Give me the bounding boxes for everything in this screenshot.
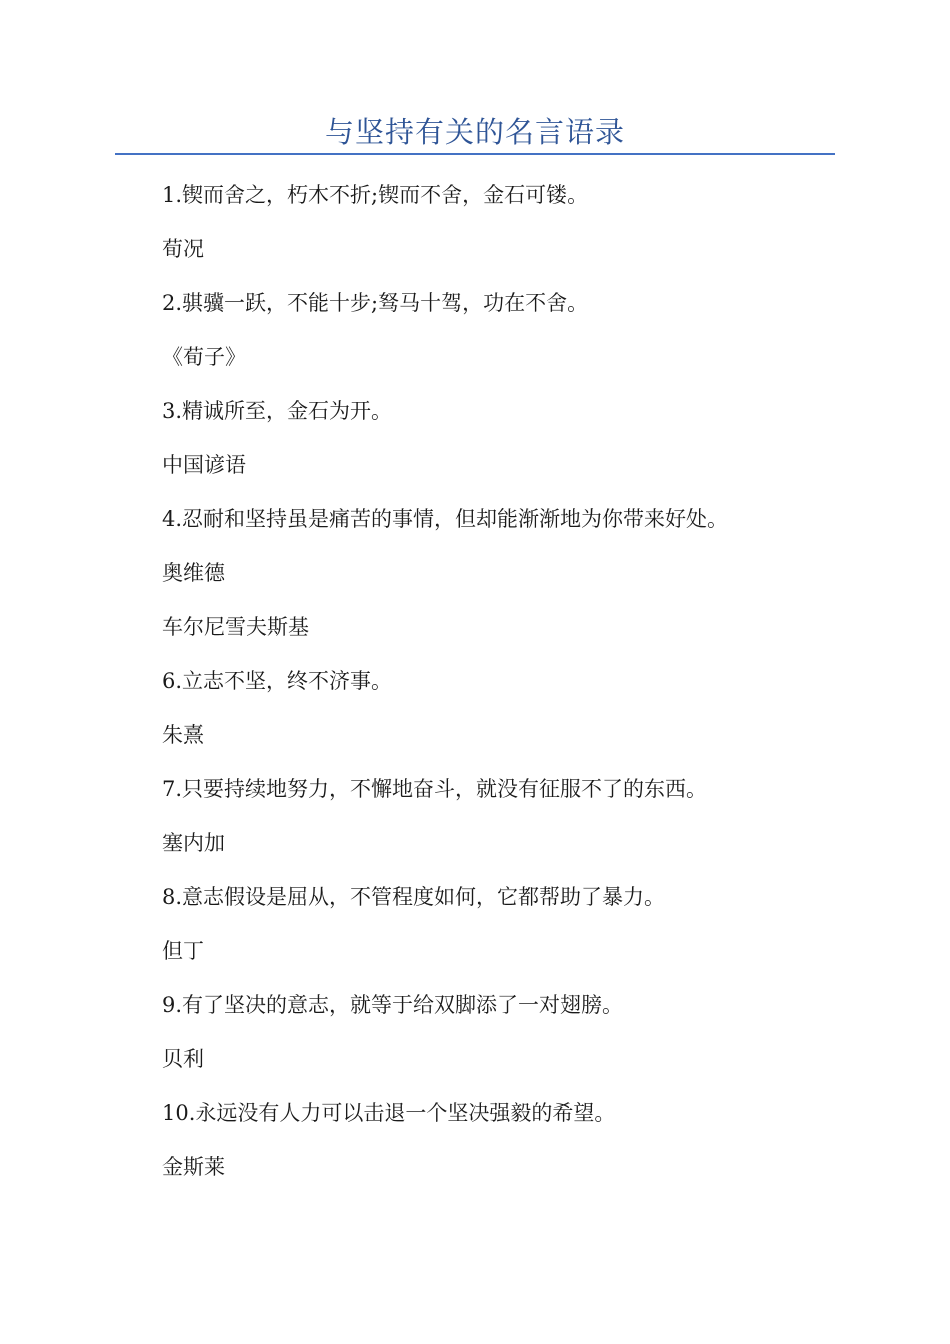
quote-author-9: 贝利 [162, 1047, 204, 1071]
title-underline [115, 153, 835, 155]
quote-author-5: 车尔尼雪夫斯基 [162, 615, 309, 639]
quote-author-2: 《荀子》 [162, 345, 246, 369]
quote-author-10: 金斯莱 [162, 1155, 225, 1179]
quote-text-3: 3.精诚所至，金石为开。 [162, 399, 393, 423]
quote-text-8: 8.意志假设是屈从，不管程度如何，它都帮助了暴力。 [162, 885, 666, 909]
quote-author-1: 荀况 [162, 237, 204, 261]
document-title: 与坚持有关的名言语录 [324, 115, 625, 149]
quote-text-10: 10.永远没有人力可以击退一个坚决强毅的希望。 [162, 1101, 616, 1125]
quote-author-8: 但丁 [162, 939, 204, 963]
quote-text-7: 7.只要持续地努力，不懈地奋斗，就没有征服不了的东西。 [162, 777, 708, 801]
quote-list [162, 176, 822, 1202]
quote-text-2: 2.骐骥一跃，不能十步;驽马十驾，功在不舍。 [162, 291, 589, 315]
quote-author-7: 塞内加 [162, 831, 225, 855]
quote-text-1: 1.锲而舍之，朽木不折;锲而不舍，金石可镂。 [162, 183, 589, 207]
quote-author-6: 朱熹 [162, 723, 204, 747]
quote-author-3: 中国谚语 [162, 453, 246, 477]
quote-text-4: 4.忍耐和坚持虽是痛苦的事情，但却能渐渐地为你带来好处。 [162, 507, 729, 531]
quote-author-4: 奥维德 [162, 561, 225, 585]
quote-text-9: 9.有了坚决的意志，就等于给双脚添了一对翅膀。 [162, 993, 624, 1017]
quote-text-6: 6.立志不坚，终不济事。 [162, 669, 393, 693]
